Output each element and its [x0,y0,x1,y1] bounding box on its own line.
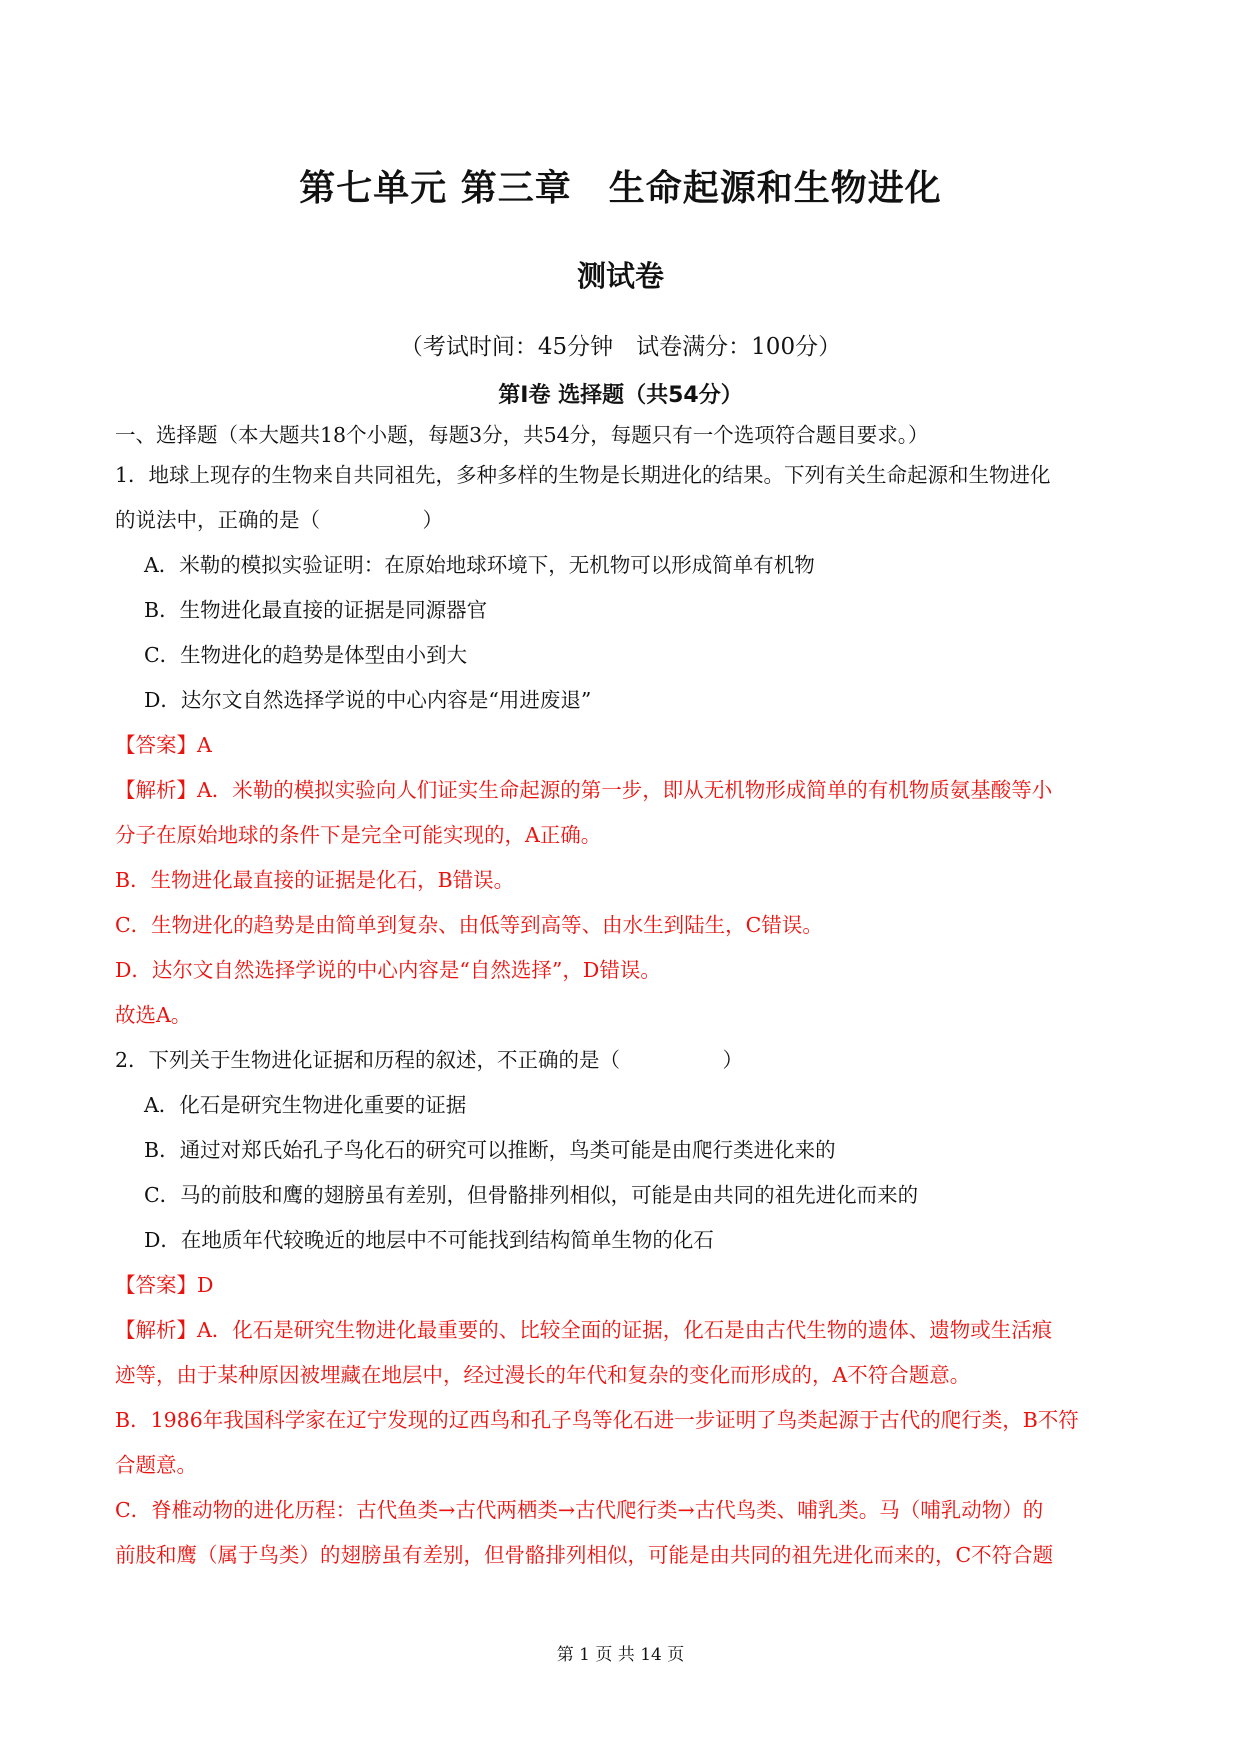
q1-analysis-line: 【解析】A．米勒的模拟实验向人们证实生命起源的第一步，即从无机物形成简单的有机物质氨基酸等小 [115,778,1053,802]
q2-option-c: C．马的前肢和鹰的翅膀虽有差别，但骨骼排列相似，可能是由共同的祖先进化而来的 [144,1183,919,1207]
q1-stem-line2: 的说法中，正确的是（ ） [115,508,443,532]
q1-option-c: C．生物进化的趋势是体型由小到大 [144,643,468,667]
exam-info: （考试时间：45分钟 试卷满分：100分） [399,334,842,360]
q1-analysis-line: C．生物进化的趋势是由简单到复杂、由低等到高等、由水生到陆生，C错误。 [115,913,823,937]
q1-answer: 【答案】A [115,733,212,757]
document-subtitle: 测试卷 [576,259,664,293]
q1-option-b: B．生物进化最直接的证据是同源器官 [144,598,488,622]
page-footer: 第 1 页 共 14 页 [556,1645,685,1665]
q2-analysis-line: 合题意。 [115,1453,197,1477]
q2-option-b: B．通过对郑氏始孔子鸟化石的研究可以推断，鸟类可能是由爬行类进化来的 [144,1138,836,1162]
q2-analysis-line: 前肢和鹰（属于鸟类）的翅膀虽有差别，但骨骼排列相似，可能是由共同的祖先进化而来的，C不符合题 [115,1543,1054,1567]
q1-stem-line1: 1．地球上现存的生物来自共同祖先，多种多样的生物是长期进化的结果。下列有关生命起源和生物进化 [115,463,1051,487]
q1-conclusion: 故选A。 [115,1003,192,1027]
q1-analysis-line: 分子在原始地球的条件下是完全可能实现的，A正确。 [115,823,602,847]
q1-option-a: A．米勒的模拟实验证明：在原始地球环境下，无机物可以形成简单有机物 [144,553,815,577]
q2-answer: 【答案】D [115,1273,214,1297]
q2-analysis-line: C．脊椎动物的进化历程：古代鱼类→古代两栖类→古代爬行类→古代鸟类、哺乳类。马（哺乳动物）的 [115,1498,1044,1522]
q2-option-a: A．化石是研究生物进化重要的证据 [144,1093,467,1117]
q1-option-d: D．达尔文自然选择学说的中心内容是“用进废退” [144,688,592,712]
instructions: 一、选择题（本大题共18个小题，每题3分，共54分，每题只有一个选项符合题目要求。） [115,423,929,447]
q2-analysis-line: B．1986年我国科学家在辽宁发现的辽西鸟和孔子鸟等化石进一步证明了鸟类起源于古代的爬行类，B不符 [115,1408,1079,1432]
q1-analysis-line: D．达尔文自然选择学说的中心内容是“自然选择”，D错误。 [115,958,661,982]
q2-option-d: D．在地质年代较晚近的地层中不可能找到结构简单生物的化石 [144,1228,714,1252]
q1-analysis-line: B．生物进化最直接的证据是化石，B错误。 [115,868,515,892]
q2-analysis-line: 迹等，由于某种原因被埋藏在地层中，经过漫长的年代和复杂的变化而形成的，A不符合题意。 [115,1363,971,1387]
q2-stem: 2．下列关于生物进化证据和历程的叙述，不正确的是（ ） [115,1048,744,1072]
q2-analysis-line: 【解析】A．化石是研究生物进化最重要的、比较全面的证据，化石是由古代生物的遗体、遗物或生活痕 [115,1318,1053,1342]
document-title: 第七单元 第三章 生命起源和生物进化 [299,168,942,209]
section-heading: 第Ⅰ卷 选择题（共54分） [498,383,743,408]
